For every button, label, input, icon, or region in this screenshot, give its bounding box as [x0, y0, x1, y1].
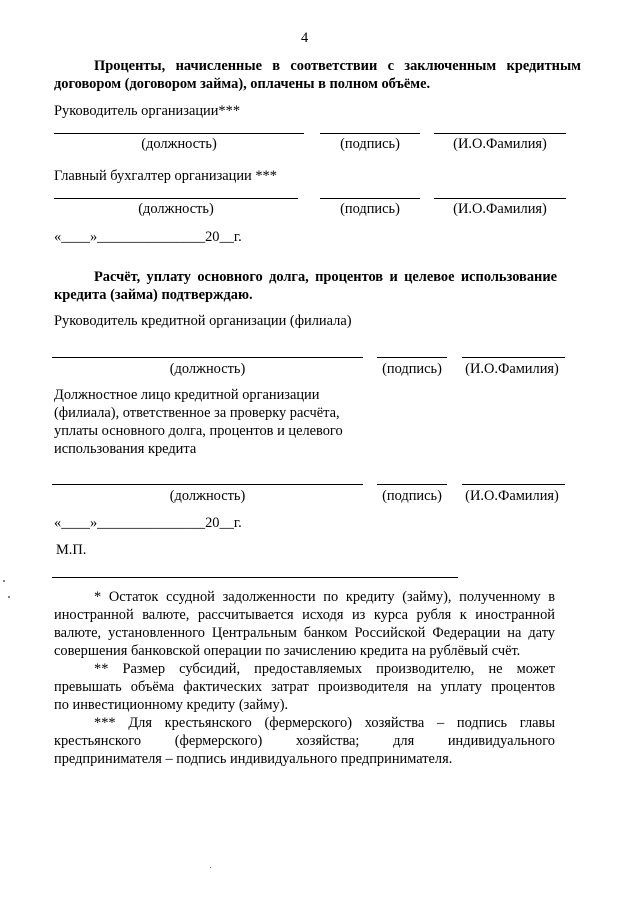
footnote-3-line2: крестьянского (фермерского) хозяйства; для индивидуального — [54, 733, 555, 749]
official-label-line2: (филиала), ответственное за проверку расчёта, — [54, 405, 340, 421]
scan-speck — [3, 580, 5, 582]
footnote-separator — [52, 577, 458, 578]
accountant-label: Главный бухгалтер организации *** — [54, 168, 277, 184]
footnote-2-line2: превышать объёма фактических затрат производителя на уплату процентов — [54, 679, 555, 695]
footnote-1-line3: валюте, установленного Центральным банком Российской Федерации на дату — [54, 625, 555, 641]
name-line — [434, 133, 566, 134]
scan-speck — [8, 596, 10, 598]
section2-statement-line2: кредита (займа) подтверждаю. — [54, 287, 253, 303]
org-head-label: Руководитель организации*** — [54, 103, 241, 119]
position-line — [54, 133, 304, 134]
footnote-1-line4: совершения банковской операции по зачислению кредита на рублёвый счёт. — [54, 643, 521, 659]
signature-caption: (подпись) — [382, 361, 442, 377]
bank-head-label: Руководитель кредитной организации (филиала) — [54, 313, 352, 329]
signature-line — [320, 198, 420, 199]
signature-line — [320, 133, 420, 134]
section1-statement-line1: Проценты, начисленные в соответствии с заключенным кредитным — [94, 58, 581, 74]
position-line — [52, 484, 363, 485]
signature-caption: (подпись) — [382, 488, 442, 504]
name-line — [462, 484, 565, 485]
footnote-3-line1: *** Для крестьянского (фермерского) хозяйства – подпись главы — [94, 715, 555, 731]
date-line: «____»_______________20__г. — [54, 229, 242, 245]
name-line — [434, 198, 566, 199]
signature-caption: (подпись) — [340, 201, 400, 217]
page-number: 4 — [301, 30, 309, 46]
signature-line — [377, 357, 447, 358]
section1-statement-line2: договором (договором займа), оплачены в полном объёме. — [54, 76, 431, 92]
position-caption: (должность) — [138, 201, 214, 217]
position-caption: (должность) — [141, 136, 217, 152]
position-line — [52, 357, 363, 358]
name-caption: (И.О.Фамилия) — [453, 201, 547, 217]
footnote-1-line1: * Остаток ссудной задолженности по кредиту (займу), полученному в — [94, 589, 555, 605]
section2-statement-line1: Расчёт, уплату основного долга, процентов и целевое использование — [94, 269, 557, 285]
name-caption: (И.О.Фамилия) — [465, 361, 559, 377]
seal-label: М.П. — [56, 542, 87, 558]
scan-speck — [210, 867, 211, 868]
official-label-line4: использования кредита — [54, 441, 197, 457]
footnote-1-line2: иностранной валюте, рассчитывается исходя из курса рубля к иностранной — [54, 607, 555, 623]
footnote-2-line1: ** Размер субсидий, предоставляемых производителю, не может — [94, 661, 555, 677]
footnote-3-line3: предпринимателя – подпись индивидуального предпринимателя. — [54, 751, 453, 767]
footnote-2-line3: по инвестиционному кредиту (займу). — [54, 697, 289, 713]
signature-line — [377, 484, 447, 485]
date-line: «____»_______________20__г. — [54, 515, 242, 531]
signature-caption: (подпись) — [340, 136, 400, 152]
position-caption: (должность) — [169, 488, 246, 504]
name-caption: (И.О.Фамилия) — [453, 136, 547, 152]
name-caption: (И.О.Фамилия) — [465, 488, 559, 504]
name-line — [462, 357, 565, 358]
position-caption: (должность) — [169, 361, 246, 377]
position-line — [54, 198, 298, 199]
official-label-line1: Должностное лицо кредитной организации — [54, 387, 320, 403]
official-label-line3: уплаты основного долга, процентов и целевого — [54, 423, 343, 439]
